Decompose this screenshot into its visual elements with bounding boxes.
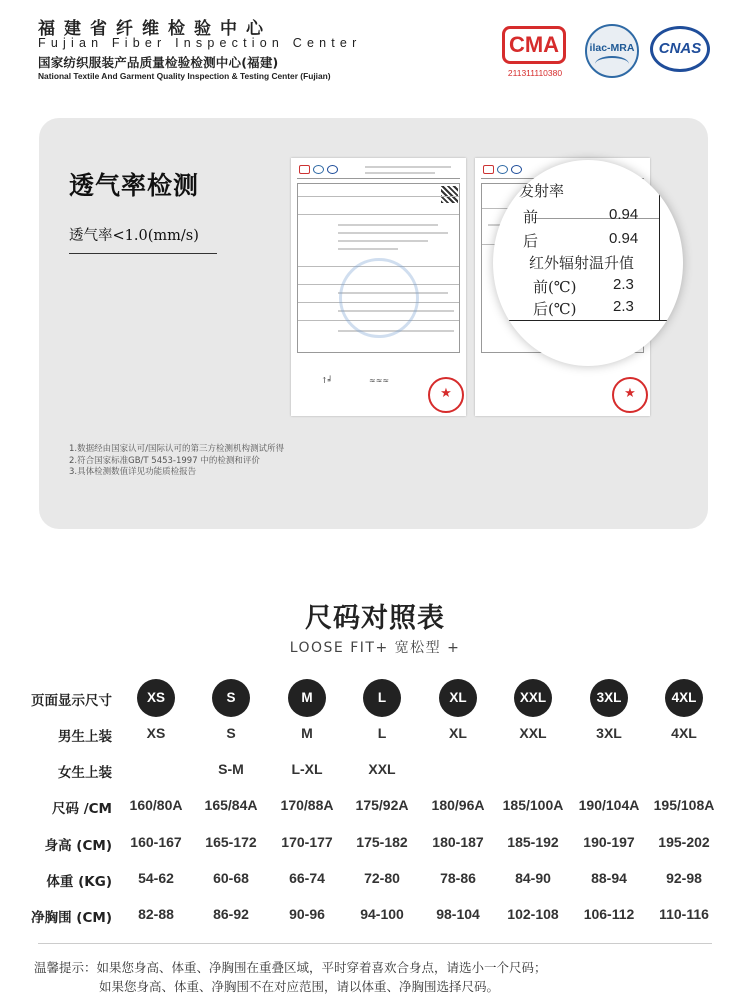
size-cell: S-M <box>218 761 244 777</box>
size-cell: 190/104A <box>578 797 640 813</box>
size-cell: 160-167 <box>130 834 182 850</box>
org-name-cn: 福建省纤维检验中心 <box>38 19 272 39</box>
size-cell: 170-177 <box>281 834 333 850</box>
size-cell: XXL <box>368 761 396 777</box>
magnifier-zoom <box>493 160 683 366</box>
size-cell: 110-116 <box>659 906 709 922</box>
zoom-label: 前(℃) <box>533 278 577 296</box>
report-header <box>297 163 460 179</box>
size-cell: M <box>301 725 313 741</box>
zoom-value: 2.3 <box>613 276 634 293</box>
size-cell: XL <box>449 725 467 741</box>
cma-mark: CMA <box>502 26 566 64</box>
size-cell: 175/92A <box>355 797 409 813</box>
size-cell: 180-187 <box>432 834 484 850</box>
size-cell: 4XL <box>671 725 697 741</box>
size-cell: S <box>226 725 236 741</box>
test-title: 透气率检测 <box>69 171 200 200</box>
zoom-value: 0.94 <box>609 206 639 223</box>
note-line: 2.符合国家标准GB/T 5453-1997 中的检测和评价 <box>69 455 260 466</box>
divider <box>38 943 712 944</box>
cma-number: 211311110380 <box>507 68 563 78</box>
ilac-mini-icon <box>313 165 324 174</box>
size-cell: 54-62 <box>138 870 174 886</box>
size-cell: 84-90 <box>515 870 551 886</box>
org-name-en: Fujian Fiber Inspection Center <box>38 36 362 50</box>
report-company-line <box>365 166 451 168</box>
size-cell: XS <box>146 725 166 741</box>
size-cell: L <box>377 725 387 741</box>
center-name-cn: 国家纺织服装产品质量检验检测中心(福建) <box>38 55 279 70</box>
zoom-label: 前 <box>523 208 539 226</box>
size-cell: 170/88A <box>280 797 334 813</box>
cma-mini-icon <box>483 165 494 174</box>
signature-mark: ↑╛ <box>321 376 333 385</box>
size-row-label: 体重 (KG) <box>46 874 112 890</box>
report-text-line <box>338 232 448 234</box>
size-cell: 88-94 <box>591 870 627 886</box>
table-rule <box>533 218 659 219</box>
size-badge: XL <box>439 679 477 717</box>
zoom-value: 2.3 <box>613 298 634 315</box>
watermark-seal-icon <box>339 258 419 338</box>
size-badge: XXL <box>514 679 552 717</box>
report-text-line <box>338 248 398 250</box>
ilac-mra-logo <box>585 24 639 78</box>
note-line: 1.数据经由国家认可/国际认可的第三方检测机构测试所得 <box>69 444 284 454</box>
cnas-logo: CNAS <box>650 26 710 72</box>
cma-logo <box>498 26 572 82</box>
size-badge: L <box>363 679 401 717</box>
center-name-en: National Textile And Garment Quality Inspection & Testing Center (Fujian) <box>38 71 331 81</box>
size-cell: 66-74 <box>289 870 325 886</box>
size-row-label: 身高 (CM) <box>44 838 112 854</box>
size-cell: 86-92 <box>213 906 249 922</box>
size-cell: L-XL <box>291 761 323 777</box>
size-badge: XS <box>137 679 175 717</box>
report-rule <box>298 196 459 197</box>
zoom-label: 后(℃) <box>533 300 577 318</box>
size-cell: 78-86 <box>440 870 476 886</box>
size-cell: 3XL <box>596 725 622 741</box>
size-cell: 165/84A <box>204 797 258 813</box>
size-cell: 175-182 <box>356 834 408 850</box>
size-badge: 4XL <box>665 679 703 717</box>
size-cell: 60-68 <box>213 870 249 886</box>
zoom-label: 红外辐射温升值 <box>529 254 635 272</box>
test-notes <box>69 444 284 479</box>
size-cell: 94-100 <box>360 906 404 922</box>
size-cell: 195-202 <box>658 834 710 850</box>
size-row-label: 页面显示尺寸 <box>31 693 112 709</box>
cnas-mini-icon <box>511 165 522 174</box>
size-cell: 92-98 <box>666 870 702 886</box>
size-cell: 82-88 <box>138 906 174 922</box>
table-rule <box>659 192 660 320</box>
note-line: 3.具体检测数值详见功能质检报告 <box>69 467 197 477</box>
size-cell: 72-80 <box>364 870 400 886</box>
size-cell: 195/108A <box>653 797 715 813</box>
globe-icon <box>595 56 629 72</box>
size-cell: 106-112 <box>583 906 635 922</box>
size-badge: 3XL <box>590 679 628 717</box>
header <box>0 0 750 92</box>
size-cell: 102-108 <box>507 906 559 922</box>
report-company-line <box>365 172 435 174</box>
size-row-label: 男生上装 <box>58 729 112 745</box>
test-panel <box>39 118 708 529</box>
size-badge: M <box>288 679 326 717</box>
size-cell: XXL <box>519 725 547 741</box>
size-tip-line: 如果您身高、体重、净胸围不在对应范围，请以体重、净胸围选择尺码。 <box>99 979 500 994</box>
ilac-label: ilac-MRA <box>589 42 635 54</box>
size-chart-title: 尺码对照表 <box>305 603 445 634</box>
size-cell: 185-192 <box>507 834 559 850</box>
test-value: 透气率<1.0(mm/s) <box>69 224 217 254</box>
size-cell: 185/100A <box>502 797 564 813</box>
cma-mini-icon <box>299 165 310 174</box>
size-chart-subtitle: LOOSE FIT+ 宽松型 + <box>289 640 461 656</box>
report-text-line <box>338 224 438 226</box>
table-rule <box>503 320 673 321</box>
size-row-label: 净胸围 (CM) <box>31 910 112 926</box>
size-tip-line: 温馨提示：如果您身高、体重、净胸围在重叠区域，平时穿着喜欢合身点，请选小一个尺码； <box>34 960 547 975</box>
size-cell: 90-96 <box>289 906 325 922</box>
official-seal-icon <box>612 377 648 413</box>
report-rule <box>298 214 459 215</box>
size-cell: 180/96A <box>431 797 485 813</box>
size-cell: 165-172 <box>205 834 257 850</box>
zoom-value: 0.94 <box>609 230 639 247</box>
zoom-label: 发射率 <box>519 182 565 200</box>
size-cell: 98-104 <box>436 906 480 922</box>
cnas-mini-icon <box>327 165 338 174</box>
ilac-mini-icon <box>497 165 508 174</box>
size-cell: 190-197 <box>583 834 635 850</box>
size-row-label: 女生上装 <box>58 765 112 781</box>
zoom-label: 后 <box>523 232 539 250</box>
size-row-label: 尺码 /CM <box>52 801 112 817</box>
signature-mark: ≈≈≈ <box>369 376 390 385</box>
size-cell: 160/80A <box>129 797 183 813</box>
official-seal-icon <box>428 377 464 413</box>
size-badge: S <box>212 679 250 717</box>
test-report-image <box>291 158 466 416</box>
report-text-line <box>338 240 428 242</box>
